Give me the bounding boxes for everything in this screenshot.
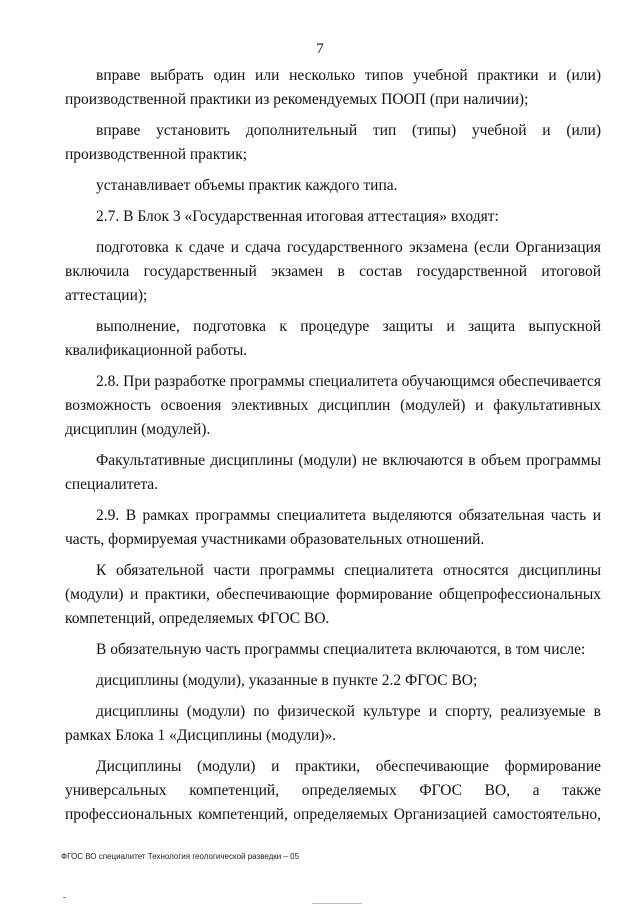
paragraph: вправе установить дополнительный тип (типы) учебной и (или) производственной практик; <box>65 122 601 163</box>
paragraph: Факультативные дисциплины (модули) не включаются в объем программы специалитета. <box>65 452 601 493</box>
paragraph: вправе выбрать один или несколько типов учебной практики и (или) производственной практики из рекомендуемых ПООП (при наличии); <box>65 67 601 108</box>
paragraph: 2.9. В рамках программы специалитета выделяются обязательная часть и часть, формируемая участниками образовательных отношений. <box>65 507 601 548</box>
paragraph: подготовка к сдаче и сдача государственного экзамена (если Организация включила государственный экзамен в состав государственной итоговой аттестации); <box>65 239 601 304</box>
scan-mark <box>312 903 362 904</box>
paragraph: В обязательную часть программы специалитета включаются, в том числе: <box>96 641 586 658</box>
page-footer: ФГОС ВО специалитет Технология геологической разведки – 05 <box>61 852 300 861</box>
body-text <box>65 64 601 834</box>
paragraph: К обязательной части программы специалитета относятся дисциплины (модули) и практики, обеспечивающие формирование общепрофессиональных компетенций, определяемых ФГОС ВО. <box>65 562 601 627</box>
paragraph: дисциплины (модули), указанные в пункте 2.2 ФГОС ВО; <box>96 672 478 689</box>
scan-mark <box>63 897 66 898</box>
paragraph: дисциплины (модули) по физической культуре и спорту, реализуемые в рамках Блока 1 «Дисциплины (модули)». <box>65 703 601 744</box>
paragraph: 2.7. В Блок 3 «Государственная итоговая аттестация» входят: <box>96 208 499 225</box>
paragraph: Дисциплины (модули) и практики, обеспечивающие формирование универсальных компетенций, определяемых ФГОС ВО, а также профессиональных компетенций, определяемых Организацией самостоятельно, <box>65 758 601 823</box>
paragraph: устанавливает объемы практик каждого типа. <box>96 177 398 194</box>
page-number: 7 <box>316 41 324 57</box>
paragraph: выполнение, подготовка к процедуре защиты и защита выпускной квалификационной работы. <box>65 318 601 359</box>
paragraph: 2.8. При разработке программы специалитета обучающимся обеспечивается возможность освоения элективных дисциплин (модулей) и факультативных дисциплин (модулей). <box>65 373 601 438</box>
